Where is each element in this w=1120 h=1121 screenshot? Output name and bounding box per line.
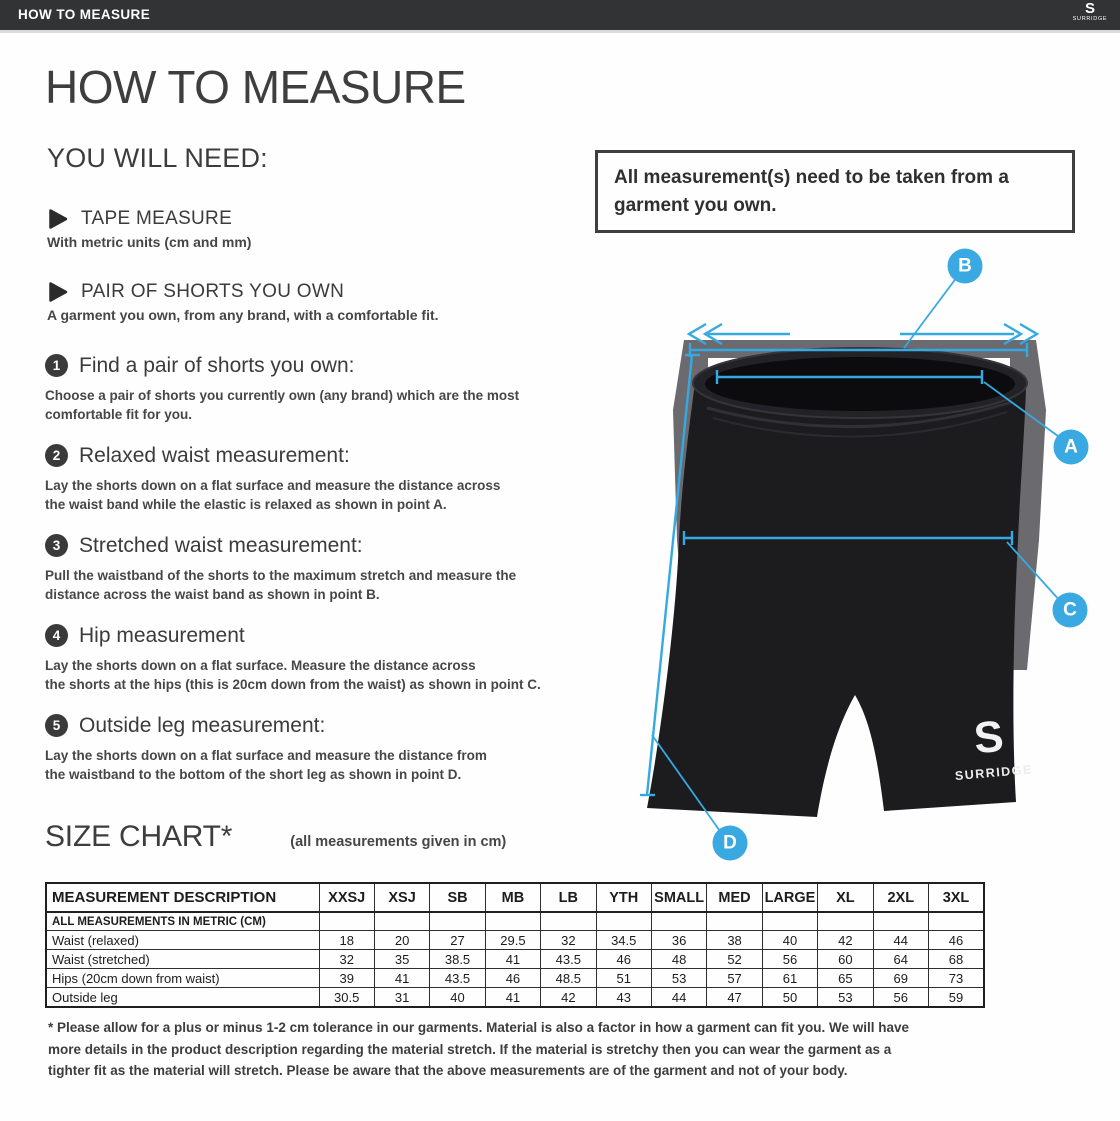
value-cell: 36 xyxy=(651,931,706,950)
need-item-subtitle: With metric units (cm and mm) xyxy=(47,233,252,250)
play-triangle-icon xyxy=(47,208,69,230)
value-cell: 30.5 xyxy=(319,988,374,1008)
row-label-cell: Hips (20cm down from waist) xyxy=(46,969,319,988)
table-header-cell: XSJ xyxy=(374,883,429,912)
value-cell: 56 xyxy=(873,988,928,1008)
footnote-line: * Please allow for a plus or minus 1-2 cm tolerance in our garments. Material is also a factor in how a garment can fit you. We will have xyxy=(48,1020,909,1035)
step-body-line: Choose a pair of shorts you currently own (any brand) which are the most xyxy=(45,387,520,403)
value-cell: 40 xyxy=(762,931,817,950)
value-cell: 31 xyxy=(374,988,429,1008)
table-subheader-row xyxy=(46,912,984,931)
table-header-cell: 3XL xyxy=(928,883,984,912)
step-body-line: Lay the shorts down on a flat surface and measure the distance from xyxy=(45,747,487,763)
play-triangle-icon xyxy=(47,281,69,303)
step-4 xyxy=(45,624,605,694)
table-header-cell: XL xyxy=(818,883,873,912)
value-cell: 32 xyxy=(541,931,596,950)
label-d: D xyxy=(723,832,737,854)
surridge-s-icon: S xyxy=(971,711,1006,764)
step-body-line: the shorts at the hips (this is 20cm down from the waist) as shown in point C. xyxy=(45,676,541,692)
value-cell: 64 xyxy=(873,950,928,969)
value-cell: 57 xyxy=(707,969,762,988)
value-cell: 61 xyxy=(762,969,817,988)
value-cell: 32 xyxy=(319,950,374,969)
value-cell: 53 xyxy=(651,969,706,988)
footnote-line: tighter fit as the material will stretch. Please be aware that the above measurements are of the garment and not of your body. xyxy=(48,1063,848,1078)
step-title: Relaxed waist measurement: xyxy=(79,443,350,467)
table-empty-cell xyxy=(928,912,984,931)
row-label-cell: Outside leg xyxy=(46,988,319,1008)
step-number-badge: 5 xyxy=(45,714,68,737)
table-header-cell: MED xyxy=(707,883,762,912)
value-cell: 39 xyxy=(319,969,374,988)
need-item-subtitle: A garment you own, from any brand, with a comfortable fit. xyxy=(47,306,439,323)
waist-opening xyxy=(705,357,1015,411)
size-chart-header xyxy=(45,820,506,854)
table-empty-cell xyxy=(873,912,928,931)
value-cell: 46 xyxy=(928,931,984,950)
value-cell: 43 xyxy=(596,988,651,1008)
value-cell: 41 xyxy=(485,950,540,969)
surridge-logo-text: SURRIDGE xyxy=(954,762,1034,784)
value-cell: 18 xyxy=(319,931,374,950)
step-title: Stretched waist measurement: xyxy=(79,533,363,557)
step-2 xyxy=(45,444,605,514)
value-cell: 60 xyxy=(818,950,873,969)
instructions-column xyxy=(45,62,605,804)
step-body-line: the waist band while the elastic is relaxed as shown in point A. xyxy=(45,496,447,512)
value-cell: 51 xyxy=(596,969,651,988)
step-title: Hip measurement xyxy=(79,623,245,647)
value-cell: 43.5 xyxy=(430,969,485,988)
footnote-line: more details in the product description regarding the material stretch. If the material is stretchy then you can wear the garment as a xyxy=(48,1041,892,1057)
surridge-logo xyxy=(1068,2,1112,22)
value-cell: 53 xyxy=(818,988,873,1008)
you-will-need-heading: YOU WILL NEED: xyxy=(47,142,268,173)
table-header-cell: MB xyxy=(485,883,540,912)
row-label-cell: Waist (relaxed) xyxy=(46,931,319,950)
value-cell: 40 xyxy=(430,988,485,1008)
table-header-cell: LB xyxy=(541,883,596,912)
value-cell: 46 xyxy=(485,969,540,988)
step-5 xyxy=(45,714,605,784)
step-number-badge: 2 xyxy=(45,444,68,467)
surridge-s-icon: S xyxy=(1084,0,1095,17)
value-cell: 43.5 xyxy=(541,950,596,969)
step-number-badge: 1 xyxy=(45,354,68,377)
table-empty-cell xyxy=(707,912,762,931)
need-item-tape-measure xyxy=(47,208,605,250)
table-empty-cell xyxy=(430,912,485,931)
top-bar-title: HOW TO MEASURE xyxy=(18,7,151,22)
value-cell: 48.5 xyxy=(541,969,596,988)
note-box xyxy=(595,150,1075,233)
table-header-cell: LARGE xyxy=(762,883,817,912)
need-item-title: TAPE MEASURE xyxy=(81,207,233,229)
label-b: B xyxy=(958,255,972,277)
table-empty-cell xyxy=(485,912,540,931)
step-body-line: Lay the shorts down on a flat surface. Measure the distance across xyxy=(45,657,476,673)
size-chart-table-head xyxy=(46,883,984,912)
table-header-cell: XXSJ xyxy=(319,883,374,912)
value-cell: 47 xyxy=(707,988,762,1008)
step-number-badge: 4 xyxy=(45,624,68,647)
value-cell: 46 xyxy=(596,950,651,969)
value-cell: 42 xyxy=(818,931,873,950)
table-empty-cell xyxy=(541,912,596,931)
value-cell: 27 xyxy=(430,931,485,950)
table-empty-cell xyxy=(651,912,706,931)
value-cell: 29.5 xyxy=(485,931,540,950)
need-item-title: PAIR OF SHORTS YOU OWN xyxy=(81,280,345,302)
step-title: Find a pair of shorts you own: xyxy=(79,353,355,377)
page-title: HOW TO MEASURE xyxy=(45,61,466,113)
step-3 xyxy=(45,534,605,604)
table-header-cell: SMALL xyxy=(651,883,706,912)
label-a: A xyxy=(1064,436,1078,458)
value-cell: 52 xyxy=(707,950,762,969)
step-body-line: Pull the waistband of the shorts to the maximum stretch and measure the xyxy=(45,567,517,583)
value-cell: 41 xyxy=(374,969,429,988)
step-body-line: Lay the shorts down on a flat surface and measure the distance across xyxy=(45,477,501,493)
step-body-line: comfortable fit for you. xyxy=(45,406,193,422)
table-header-cell: MEASUREMENT DESCRIPTION xyxy=(46,883,319,912)
value-cell: 68 xyxy=(928,950,984,969)
top-bar xyxy=(0,0,1120,33)
table-header-cell: 2XL xyxy=(873,883,928,912)
size-chart-title: SIZE CHART* xyxy=(45,820,233,853)
value-cell: 44 xyxy=(651,988,706,1008)
surridge-logo-text: SURRIDGE xyxy=(1072,16,1108,22)
value-cell: 69 xyxy=(873,969,928,988)
table-header-row xyxy=(46,883,984,912)
table-header-cell: YTH xyxy=(596,883,651,912)
note-line: garment you own. xyxy=(614,195,777,216)
note-line: All measurement(s) need to be taken from a xyxy=(614,167,1009,188)
value-cell: 48 xyxy=(651,950,706,969)
step-number-badge: 3 xyxy=(45,534,68,557)
size-chart-table xyxy=(45,882,985,1008)
step-body-line: distance across the waist band as shown in point B. xyxy=(45,586,380,602)
table-row xyxy=(46,931,984,950)
table-empty-cell xyxy=(596,912,651,931)
size-chart-table-body xyxy=(46,912,984,1007)
value-cell: 42 xyxy=(541,988,596,1008)
shorts-measurement-illustration xyxy=(612,240,1112,880)
value-cell: 35 xyxy=(374,950,429,969)
row-label-cell: Waist (stretched) xyxy=(46,950,319,969)
value-cell: 38 xyxy=(707,931,762,950)
table-header-cell: SB xyxy=(430,883,485,912)
value-cell: 73 xyxy=(928,969,984,988)
value-cell: 38.5 xyxy=(430,950,485,969)
size-chart-units-note: (all measurements given in cm) xyxy=(290,834,507,850)
table-subheader-cell: ALL MEASUREMENTS IN METRIC (CM) xyxy=(46,912,319,931)
value-cell: 65 xyxy=(818,969,873,988)
table-row xyxy=(46,988,984,1008)
table-empty-cell xyxy=(762,912,817,931)
step-title: Outside leg measurement: xyxy=(79,713,326,737)
footnote xyxy=(48,1017,909,1082)
callout-line-b xyxy=(904,273,960,348)
value-cell: 56 xyxy=(762,950,817,969)
value-cell: 59 xyxy=(928,988,984,1008)
value-cell: 41 xyxy=(485,988,540,1008)
value-cell: 50 xyxy=(762,988,817,1008)
label-c: C xyxy=(1063,599,1077,621)
value-cell: 20 xyxy=(374,931,429,950)
step-body-line: the waistband to the bottom of the short leg as shown in point D. xyxy=(45,766,462,782)
value-cell: 44 xyxy=(873,931,928,950)
table-row xyxy=(46,969,984,988)
table-empty-cell xyxy=(319,912,374,931)
need-item-shorts xyxy=(47,281,605,323)
step-1 xyxy=(45,354,605,424)
steps-list xyxy=(45,354,605,784)
table-empty-cell xyxy=(374,912,429,931)
value-cell: 34.5 xyxy=(596,931,651,950)
table-empty-cell xyxy=(818,912,873,931)
table-row xyxy=(46,950,984,969)
